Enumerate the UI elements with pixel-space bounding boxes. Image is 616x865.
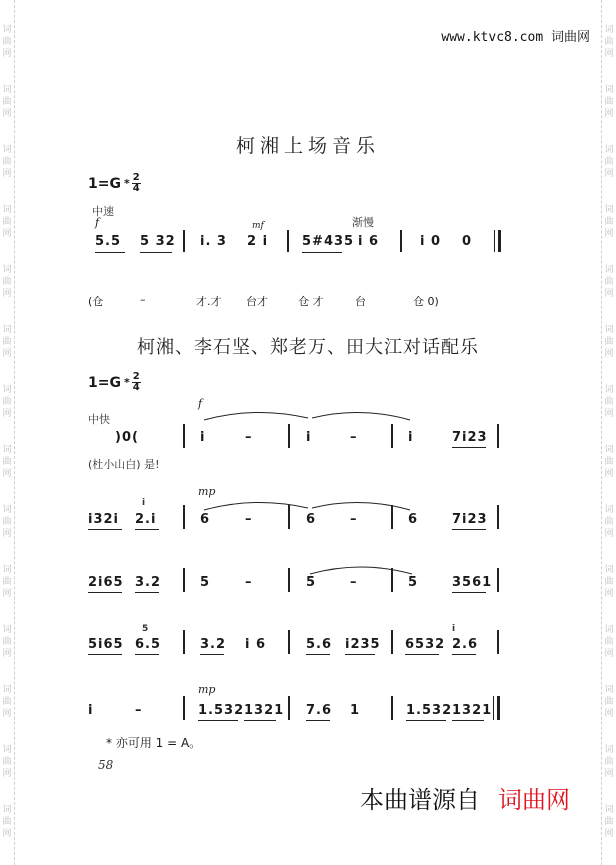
p1-percussion: – bbox=[140, 293, 146, 306]
watermark-glyph: 网 bbox=[604, 469, 614, 479]
p2-note: i32i bbox=[88, 512, 120, 527]
underline bbox=[88, 592, 122, 593]
piece1-dynamic-mf: mf bbox=[252, 221, 264, 231]
watermark-glyph: 词 bbox=[604, 505, 614, 515]
watermark-group bbox=[604, 564, 613, 600]
watermark-glyph: 词 bbox=[2, 85, 12, 95]
watermark-glyph: 词 bbox=[2, 685, 12, 695]
site-url[interactable]: www.ktvc8.com bbox=[441, 30, 544, 45]
p2-note: 6 bbox=[306, 512, 317, 527]
watermark-group bbox=[2, 204, 11, 240]
piece2-tempo: 中快 bbox=[88, 413, 110, 426]
p2-note: 6 bbox=[200, 512, 211, 527]
watermark-glyph: 词 bbox=[2, 745, 12, 755]
p2-note: 3561 bbox=[452, 575, 493, 590]
final-barline-thin bbox=[494, 230, 495, 252]
underline bbox=[406, 720, 446, 721]
watermark-glyph: 曲 bbox=[2, 517, 12, 527]
underline bbox=[200, 654, 224, 655]
p2-note: 5 bbox=[306, 575, 317, 590]
underline bbox=[140, 252, 172, 253]
underline bbox=[135, 654, 159, 655]
source-site-name[interactable]: 词曲网 bbox=[498, 786, 570, 814]
watermark-glyph: 网 bbox=[2, 229, 12, 239]
p2-note: 5.6 bbox=[306, 637, 333, 652]
grace-note: i bbox=[452, 624, 456, 634]
underline bbox=[405, 654, 439, 655]
p2-note: i235 bbox=[345, 637, 381, 652]
barline bbox=[391, 696, 393, 720]
p2-note: – bbox=[245, 512, 253, 527]
grace-note: i bbox=[142, 498, 146, 508]
watermark-glyph: 词 bbox=[604, 385, 614, 395]
final-barline-thin bbox=[493, 696, 494, 720]
watermark-glyph: 网 bbox=[2, 469, 12, 479]
p2-note: 1.532 bbox=[406, 703, 453, 718]
page-number: 58 bbox=[98, 758, 114, 772]
underline bbox=[88, 654, 122, 655]
barline bbox=[391, 505, 393, 529]
watermark-glyph: 网 bbox=[2, 829, 12, 839]
watermark-group bbox=[604, 204, 613, 240]
piece2-dynamic-mp-2: mp bbox=[198, 683, 216, 696]
p1-percussion: 台才 bbox=[246, 295, 268, 308]
watermark-glyph: 词 bbox=[2, 325, 12, 335]
watermark-group bbox=[2, 264, 11, 300]
p2-note: 1321 bbox=[452, 703, 493, 718]
watermark-column-right bbox=[601, 0, 616, 865]
watermark-glyph: 曲 bbox=[604, 397, 614, 407]
p1-note: 2 i bbox=[247, 234, 269, 249]
underline bbox=[135, 592, 159, 593]
watermark-glyph: 曲 bbox=[2, 217, 12, 227]
barline bbox=[400, 230, 402, 252]
barline bbox=[391, 424, 393, 448]
watermark-group bbox=[2, 504, 11, 540]
barline bbox=[288, 424, 290, 448]
p2-note: i bbox=[200, 430, 206, 445]
piece1-tempo: 中速 bbox=[92, 205, 114, 218]
p1-percussion: 台 bbox=[355, 295, 366, 308]
watermark-glyph: 曲 bbox=[2, 637, 12, 647]
time-num: 2 bbox=[132, 172, 140, 183]
watermark-glyph: 网 bbox=[604, 589, 614, 599]
barline bbox=[497, 505, 499, 529]
watermark-glyph: 曲 bbox=[2, 37, 12, 47]
p2-note: 5 bbox=[408, 575, 419, 590]
p2-note: 6 bbox=[408, 512, 419, 527]
underline bbox=[306, 654, 330, 655]
watermark-group bbox=[604, 444, 613, 480]
barline bbox=[183, 230, 185, 252]
final-barline-thick bbox=[497, 696, 500, 720]
watermark-glyph: 曲 bbox=[604, 37, 614, 47]
watermark-glyph: 曲 bbox=[604, 817, 614, 827]
barline bbox=[288, 696, 290, 720]
watermark-glyph: 词 bbox=[2, 145, 12, 155]
watermark-glyph: 曲 bbox=[604, 577, 614, 587]
barline bbox=[497, 630, 499, 654]
watermark-group bbox=[604, 744, 613, 780]
p2-note: i bbox=[306, 430, 312, 445]
watermark-glyph: 曲 bbox=[604, 157, 614, 167]
underline bbox=[302, 252, 342, 253]
p2-note: – bbox=[350, 575, 358, 590]
p2-note: 1.532 bbox=[198, 703, 245, 718]
site-name[interactable]: 词曲网 bbox=[550, 30, 590, 45]
piece2-key-signature bbox=[88, 372, 141, 393]
barline bbox=[183, 696, 185, 720]
p1-note: 5#435 bbox=[302, 234, 355, 249]
footnote: * 亦可用 1 = A。 bbox=[106, 736, 202, 750]
barline bbox=[288, 505, 290, 529]
barline bbox=[497, 568, 499, 592]
watermark-glyph: 词 bbox=[604, 145, 614, 155]
piece2-dynamic-mp: mp bbox=[198, 485, 216, 498]
watermark-glyph: 网 bbox=[604, 229, 614, 239]
underline bbox=[452, 529, 486, 530]
p2-note: 2i65 bbox=[88, 575, 124, 590]
watermark-glyph: 词 bbox=[2, 205, 12, 215]
barline bbox=[391, 568, 393, 592]
watermark-glyph: 网 bbox=[2, 649, 12, 659]
watermark-glyph: 词 bbox=[604, 85, 614, 95]
watermark-group bbox=[604, 84, 613, 120]
p2-note: 7.6 bbox=[306, 703, 333, 718]
p1-note: i 0 bbox=[420, 234, 442, 249]
watermark-glyph: 曲 bbox=[604, 457, 614, 467]
site-header[interactable] bbox=[441, 26, 590, 45]
source-prefix: 本曲谱源自 bbox=[360, 786, 480, 814]
barline bbox=[183, 505, 185, 529]
watermark-glyph: 曲 bbox=[2, 757, 12, 767]
piece2-dynamic-f: f bbox=[198, 397, 203, 410]
p2-note: 6.5 bbox=[135, 637, 162, 652]
watermark-group bbox=[2, 744, 11, 780]
watermark-glyph: 网 bbox=[2, 589, 12, 599]
underline bbox=[135, 529, 159, 530]
p2-note: – bbox=[135, 703, 143, 718]
watermark-glyph: 网 bbox=[2, 109, 12, 119]
key-text: 1=G bbox=[88, 374, 121, 391]
watermark-group bbox=[604, 264, 613, 300]
watermark-group bbox=[604, 804, 613, 840]
p2-note: 5i65 bbox=[88, 637, 124, 652]
watermark-glyph: 词 bbox=[2, 25, 12, 35]
time-den: 4 bbox=[132, 183, 140, 194]
watermark-glyph: 曲 bbox=[2, 277, 12, 287]
watermark-glyph: 网 bbox=[2, 529, 12, 539]
watermark-glyph: 曲 bbox=[604, 337, 614, 347]
watermark-group bbox=[604, 684, 613, 720]
p2-note: 2.6 bbox=[452, 637, 479, 652]
p2-note: – bbox=[350, 430, 358, 445]
watermark-glyph: 词 bbox=[2, 385, 12, 395]
p2-note: i 6 bbox=[245, 637, 267, 652]
grace-note: 5 bbox=[142, 624, 149, 634]
watermark-glyph: 网 bbox=[2, 769, 12, 779]
watermark-group bbox=[604, 624, 613, 660]
watermark-group bbox=[2, 564, 11, 600]
time-num: 2 bbox=[132, 371, 140, 382]
watermark-glyph: 网 bbox=[2, 709, 12, 719]
watermark-group bbox=[2, 684, 11, 720]
p1-percussion: 仓 0) bbox=[413, 295, 439, 308]
watermark-group bbox=[2, 444, 11, 480]
barline bbox=[391, 630, 393, 654]
slur bbox=[306, 562, 421, 578]
piece1-dynamic-f: f bbox=[95, 216, 100, 229]
p1-percussion: 仓 才 bbox=[298, 295, 324, 308]
watermark-glyph: 词 bbox=[604, 625, 614, 635]
p2-note: 3.2 bbox=[135, 575, 162, 590]
watermark-glyph: 网 bbox=[604, 169, 614, 179]
watermark-glyph: 曲 bbox=[2, 157, 12, 167]
p2-note: i bbox=[88, 703, 94, 718]
p2-note: 3.2 bbox=[200, 637, 227, 652]
p1-note: i. 3 bbox=[200, 234, 227, 249]
watermark-glyph: 网 bbox=[604, 829, 614, 839]
piece1-key-signature bbox=[88, 173, 141, 194]
watermark-glyph: 曲 bbox=[2, 697, 12, 707]
watermark-glyph: 词 bbox=[2, 565, 12, 575]
speech-cue: (杜小山白) 是! bbox=[88, 458, 160, 471]
watermark-group bbox=[2, 24, 11, 60]
barline bbox=[287, 230, 289, 252]
watermark-glyph: 网 bbox=[2, 49, 12, 59]
barline bbox=[288, 568, 290, 592]
watermark-glyph: 曲 bbox=[2, 457, 12, 467]
slur bbox=[200, 404, 420, 424]
p2-note: 7i23 bbox=[452, 512, 488, 527]
barline bbox=[497, 424, 499, 448]
watermark-group bbox=[604, 384, 613, 420]
underline bbox=[306, 720, 330, 721]
watermark-glyph: 曲 bbox=[604, 277, 614, 287]
barline bbox=[183, 424, 185, 448]
watermark-group bbox=[604, 24, 613, 60]
p2-note: 6532 bbox=[405, 637, 446, 652]
underline bbox=[452, 720, 484, 721]
watermark-glyph: 曲 bbox=[604, 757, 614, 767]
barline bbox=[288, 630, 290, 654]
p2-note: 5 bbox=[200, 575, 211, 590]
p2-note: 1321 bbox=[244, 703, 285, 718]
barline bbox=[183, 568, 185, 592]
underline bbox=[452, 592, 486, 593]
watermark-glyph: 词 bbox=[604, 565, 614, 575]
watermark-glyph: 曲 bbox=[604, 517, 614, 527]
asterisk: * bbox=[123, 376, 130, 389]
watermark-glyph: 网 bbox=[604, 649, 614, 659]
underline bbox=[198, 720, 238, 721]
watermark-glyph: 词 bbox=[604, 445, 614, 455]
watermark-glyph: 词 bbox=[2, 505, 12, 515]
piece2-title: 柯湘、李石坚、郑老万、田大江对话配乐 bbox=[137, 337, 479, 358]
watermark-glyph: 网 bbox=[604, 529, 614, 539]
watermark-glyph: 词 bbox=[604, 325, 614, 335]
watermark-glyph: 词 bbox=[2, 625, 12, 635]
piece1-tempo-change: 渐慢 bbox=[352, 216, 374, 229]
watermark-glyph: 曲 bbox=[2, 577, 12, 587]
watermark-glyph: 曲 bbox=[2, 337, 12, 347]
p1-note: 5 32 bbox=[140, 234, 176, 249]
watermark-glyph: 词 bbox=[2, 805, 12, 815]
p2-note: – bbox=[245, 430, 253, 445]
slur bbox=[200, 494, 420, 514]
p2-note: 2.i bbox=[135, 512, 157, 527]
source-credit bbox=[360, 780, 570, 815]
time-signature bbox=[132, 372, 141, 393]
watermark-glyph: 曲 bbox=[604, 217, 614, 227]
barline bbox=[183, 630, 185, 654]
p1-note: i 6 bbox=[358, 234, 380, 249]
watermark-group bbox=[2, 384, 11, 420]
watermark-glyph: 网 bbox=[604, 409, 614, 419]
watermark-glyph: 网 bbox=[2, 349, 12, 359]
watermark-group bbox=[2, 804, 11, 840]
p2-note: 1 bbox=[350, 703, 361, 718]
watermark-glyph: 词 bbox=[604, 685, 614, 695]
p2-note: i bbox=[408, 430, 414, 445]
watermark-group bbox=[2, 84, 11, 120]
time-den: 4 bbox=[132, 382, 140, 393]
watermark-glyph: 词 bbox=[604, 265, 614, 275]
p2-note: – bbox=[245, 575, 253, 590]
piece1-title: 柯湘上场音乐 bbox=[235, 135, 380, 157]
watermark-glyph: 网 bbox=[604, 349, 614, 359]
watermark-glyph: 曲 bbox=[2, 817, 12, 827]
key-text: 1=G bbox=[88, 175, 121, 192]
watermark-glyph: 词 bbox=[2, 445, 12, 455]
watermark-glyph: 网 bbox=[604, 49, 614, 59]
underline bbox=[88, 529, 122, 530]
p2-pickup: )0( bbox=[115, 430, 139, 445]
watermark-glyph: 词 bbox=[604, 205, 614, 215]
watermark-glyph: 网 bbox=[2, 409, 12, 419]
watermark-glyph: 曲 bbox=[604, 97, 614, 107]
watermark-group bbox=[604, 504, 613, 540]
watermark-glyph: 曲 bbox=[2, 397, 12, 407]
p2-note: – bbox=[350, 512, 358, 527]
p2-note: 7i23 bbox=[452, 430, 488, 445]
final-barline-thick bbox=[498, 230, 501, 252]
p1-percussion: 才.才 bbox=[196, 295, 222, 308]
watermark-glyph: 网 bbox=[2, 169, 12, 179]
p1-note: 5.5 bbox=[95, 234, 122, 249]
watermark-glyph: 词 bbox=[604, 745, 614, 755]
watermark-glyph: 词 bbox=[2, 265, 12, 275]
watermark-group bbox=[2, 624, 11, 660]
watermark-column-left bbox=[0, 0, 15, 865]
watermark-glyph: 网 bbox=[604, 769, 614, 779]
underline bbox=[345, 654, 375, 655]
watermark-glyph: 网 bbox=[604, 289, 614, 299]
underline bbox=[95, 252, 125, 253]
watermark-glyph: 曲 bbox=[2, 97, 12, 107]
watermark-glyph: 曲 bbox=[604, 697, 614, 707]
underline bbox=[452, 654, 476, 655]
watermark-glyph: 网 bbox=[2, 289, 12, 299]
time-signature bbox=[132, 173, 141, 194]
watermark-glyph: 词 bbox=[604, 25, 614, 35]
watermark-glyph: 曲 bbox=[604, 637, 614, 647]
watermark-glyph: 网 bbox=[604, 109, 614, 119]
watermark-glyph: 词 bbox=[604, 805, 614, 815]
watermark-glyph: 网 bbox=[604, 709, 614, 719]
p1-percussion: (仓 bbox=[88, 295, 104, 308]
underline bbox=[244, 720, 276, 721]
underline bbox=[452, 447, 486, 448]
asterisk: * bbox=[123, 177, 130, 190]
p1-note: 0 bbox=[462, 234, 473, 249]
